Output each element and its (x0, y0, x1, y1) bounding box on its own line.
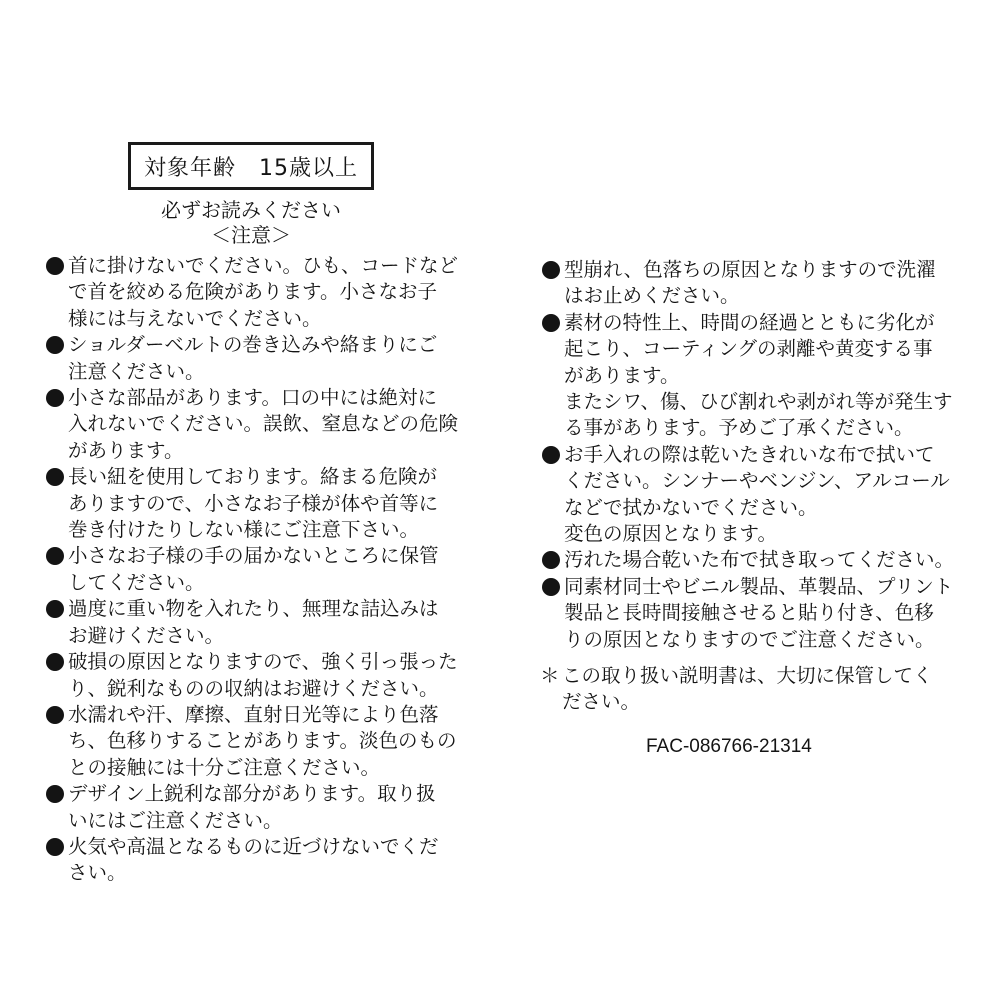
caution-line: 製品と長時間接触させると貼り付き、色移 (564, 601, 934, 625)
caution-line: があります。 (564, 363, 680, 387)
caution-line: との接触には十分ご注意ください。 (68, 755, 381, 779)
bullet-icon (46, 600, 64, 618)
caution-item (46, 781, 476, 834)
caution-heading: ＜注意＞ (211, 223, 291, 247)
bullet-icon (46, 785, 64, 803)
bullet-icon (46, 468, 64, 486)
bullet-icon (542, 578, 560, 596)
right-caution-list (542, 257, 972, 653)
caution-line: があります。 (68, 438, 184, 462)
age-rating-box (128, 142, 374, 190)
note-line: この取り扱い説明書は、大切に保管してく (562, 664, 933, 687)
caution-line: などで拭かないでください。 (564, 495, 818, 519)
bullet-icon (542, 261, 560, 279)
caution-item (542, 574, 972, 653)
caution-item (46, 253, 476, 332)
caution-line: 汚れた場合乾いた布で拭き取ってください。 (564, 548, 955, 572)
bullet-icon (46, 336, 64, 354)
caution-line: 火気や高温となるものに近づけないでくだ (68, 834, 439, 858)
caution-item (542, 257, 972, 310)
bullet-icon (542, 314, 560, 332)
caution-line: 首に掛けないでください。ひも、コードなど (68, 254, 459, 277)
caution-line: 小さな部品があります。口の中には絶対に (68, 386, 437, 410)
left-caution-list (46, 253, 476, 887)
caution-line: 入れないでください。誤飲、窒息などの危険 (68, 412, 459, 436)
caution-line: してください。 (68, 570, 205, 594)
bullet-icon (542, 446, 560, 464)
caution-line: 素材の特性上、時間の経過とともに劣化が (564, 310, 935, 334)
note-line: ださい。 (562, 690, 641, 714)
caution-line: ありますので、小さなお子様が体や首等に (68, 491, 439, 515)
caution-line: 型崩れ、色落ちの原因となりますので洗濯 (564, 258, 936, 281)
caution-line: お避けください。 (68, 623, 225, 647)
caution-line: さい。 (68, 861, 127, 885)
keep-manual-note (540, 663, 933, 716)
caution-line: 変色の原因となります。 (564, 522, 777, 546)
caution-line: 起こり、コーティングの剥離や黄変する事 (564, 337, 933, 361)
bullet-icon (542, 551, 560, 569)
must-read-heading: 必ずお読みください (161, 198, 341, 222)
bullet-icon (46, 547, 64, 565)
caution-line: またシワ、傷、ひび割れや剥がれ等が発生す (564, 390, 953, 414)
caution-line: ください。シンナーやベンジン、アルコール (564, 469, 950, 493)
caution-item (46, 596, 476, 649)
caution-line: はお止めください。 (564, 284, 740, 308)
bullet-icon (46, 389, 64, 407)
bullet-icon (46, 838, 64, 856)
caution-line: る事があります。予めご了承ください。 (564, 416, 914, 440)
bullet-icon (46, 257, 64, 275)
caution-line: 同素材同士やビニル製品、革製品、プリント (564, 574, 954, 598)
caution-line: いにはご注意ください。 (68, 808, 283, 832)
caution-line: 過度に重い物を入れたり、無理な詰込みは (68, 597, 439, 621)
caution-line: で首を絞める危険があります。小さなお子 (68, 280, 437, 304)
caution-line: お手入れの際は乾いたきれいな布で拭いて (564, 442, 935, 466)
bullet-icon (46, 653, 64, 671)
caution-item (46, 649, 476, 702)
caution-line: りの原因となりますのでご注意ください。 (564, 627, 935, 651)
caution-line: 小さなお子様の手の届かないところに保管 (68, 544, 439, 568)
caution-line: 長い紐を使用しております。絡まる危険が (68, 465, 437, 489)
caution-item (46, 702, 476, 781)
caution-item (46, 464, 476, 543)
age-rating-label: 対象年齢 15歳以上 (144, 155, 358, 181)
caution-item (46, 385, 476, 464)
caution-line: ショルダーベルトの巻き込みや絡まりにご (68, 333, 438, 357)
caution-line: 様には与えないでください。 (68, 306, 322, 330)
caution-line: 破損の原因となりますので、強く引っ張った (68, 650, 458, 674)
caution-line: り、鋭利なものの収納はお避けください。 (68, 676, 439, 700)
asterisk-icon: ＊ (540, 664, 560, 687)
caution-item (542, 547, 972, 573)
caution-line: 注意ください。 (68, 359, 205, 383)
caution-line: 巻き付けたりしない様にご注意下さい。 (68, 518, 420, 542)
caution-item (542, 310, 972, 442)
caution-item (542, 442, 972, 548)
product-code: FAC-086766-21314 (646, 736, 812, 757)
caution-line: デザイン上鋭利な部分があります。取り扱 (68, 782, 436, 806)
caution-line: 水濡れや汗、摩擦、直射日光等により色落 (68, 702, 439, 726)
caution-item (46, 834, 476, 887)
caution-item (46, 332, 476, 385)
bullet-icon (46, 706, 64, 724)
caution-line: ち、色移りすることがあります。淡色のもの (68, 729, 457, 753)
caution-item (46, 543, 476, 596)
